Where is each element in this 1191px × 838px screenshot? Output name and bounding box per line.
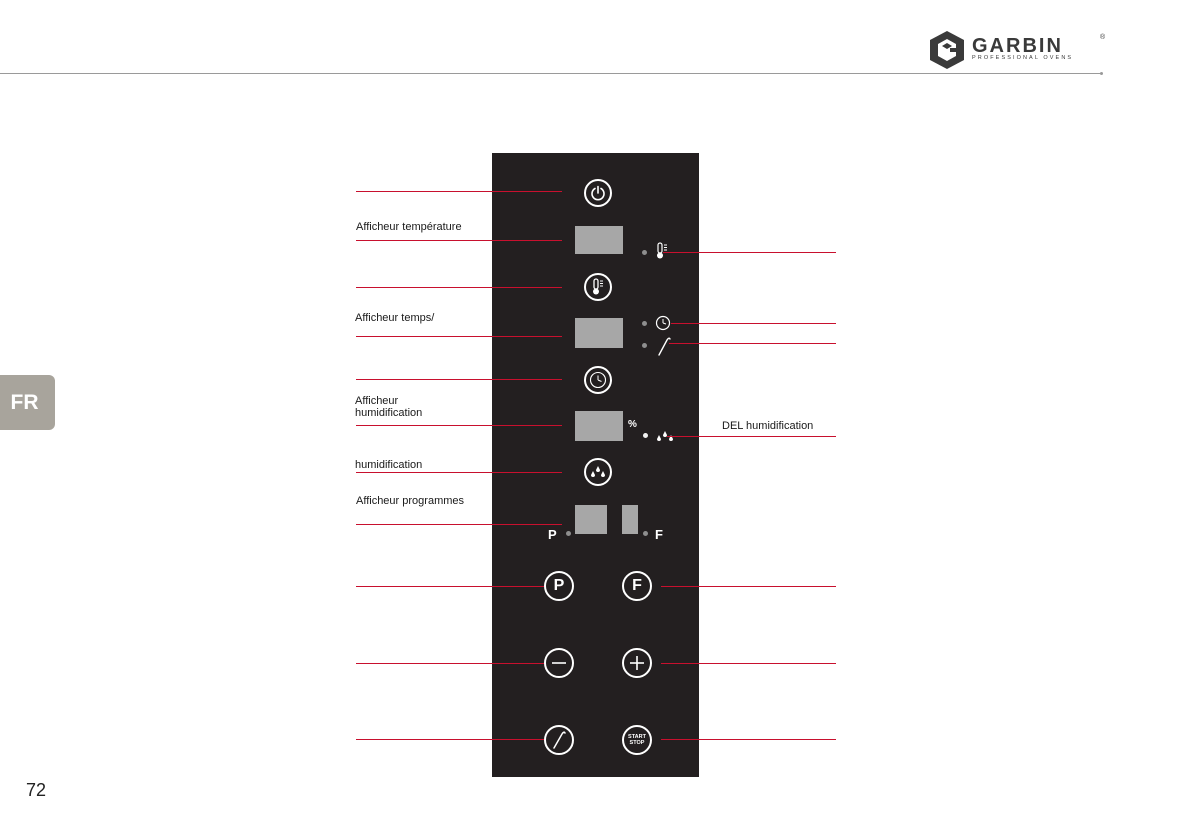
thermometer-small-icon (655, 242, 669, 260)
program-button[interactable] (544, 571, 574, 601)
callout-probe-button (356, 739, 544, 740)
minus-icon (551, 655, 567, 671)
brand-tagline: PROFESSIONAL OVENS (972, 55, 1074, 61)
plus-icon (629, 655, 645, 671)
humidification-button[interactable] (584, 458, 612, 486)
callout-humidification-button (356, 472, 562, 473)
power-button[interactable] (584, 179, 612, 207)
minus-button[interactable] (544, 648, 574, 678)
temperature-display (575, 226, 623, 254)
core-probe-icon (551, 731, 567, 749)
callout-function-button (661, 586, 836, 587)
clock-small-icon (655, 315, 671, 331)
callout-time-display (356, 336, 562, 337)
page-number: 72 (26, 780, 47, 800)
callout-temperature-button (356, 287, 562, 288)
plus-button[interactable] (622, 648, 652, 678)
callout-probe-led (669, 343, 836, 344)
callout-humidification-led (667, 436, 836, 437)
program-button-label: P (553, 577, 565, 594)
header-divider (0, 73, 1102, 74)
start-stop-button[interactable] (622, 725, 652, 755)
power-icon (590, 185, 606, 201)
time-button[interactable] (584, 366, 612, 394)
f-indicator-label: F (655, 527, 663, 542)
label-time-display: Afficheur temps/ (355, 312, 435, 324)
droplets-icon (589, 465, 607, 479)
garbin-logo (928, 30, 1108, 70)
callout-power (356, 191, 562, 192)
label-humidification-display-line2: humidification (355, 407, 423, 419)
callout-temperature-led (663, 252, 836, 253)
probe-led (642, 343, 647, 348)
label-program-display: Afficheur programmes (356, 495, 465, 507)
callout-time-button (356, 379, 562, 380)
function-display (622, 505, 638, 534)
temperature-led (642, 250, 647, 255)
function-button[interactable] (622, 571, 652, 601)
humidification-display (575, 411, 623, 441)
program-led (566, 531, 571, 536)
temperature-button[interactable] (584, 273, 612, 301)
callout-plus-button (661, 663, 836, 664)
control-panel (492, 153, 699, 777)
callout-timer-led (671, 323, 836, 324)
garbin-cube-icon (928, 30, 966, 70)
callout-program-display (356, 524, 562, 525)
callout-minus-button (356, 663, 544, 664)
clock-icon (589, 371, 607, 389)
function-led (643, 531, 648, 536)
timer-led (642, 321, 647, 326)
registered-mark: ® (1100, 34, 1106, 41)
p-indicator-label: P (548, 527, 557, 542)
header-divider-dot (1100, 72, 1103, 75)
callout-temperature-display (356, 240, 562, 241)
probe-small-icon (657, 336, 671, 356)
thermometer-icon (590, 278, 606, 296)
time-display (575, 318, 623, 348)
humidification-led (643, 433, 648, 438)
brand-name: GARBIN (972, 35, 1063, 57)
start-stop-label: START STOP (628, 734, 646, 746)
label-humidification-button: humidification (355, 459, 423, 471)
label-temperature-display: Afficheur température (356, 221, 462, 233)
function-button-label: F (632, 577, 642, 594)
callout-program-button (356, 586, 544, 587)
percent-sign: % (628, 419, 637, 430)
label-humidification-led: DEL humidification (722, 420, 814, 432)
core-probe-button[interactable] (544, 725, 574, 755)
program-display (575, 505, 607, 534)
label-humidification-display-line1: Afficheur (355, 395, 399, 407)
language-tab: FR (0, 375, 55, 430)
callout-humidification-display (356, 425, 562, 426)
callout-start-stop-button (661, 739, 836, 740)
